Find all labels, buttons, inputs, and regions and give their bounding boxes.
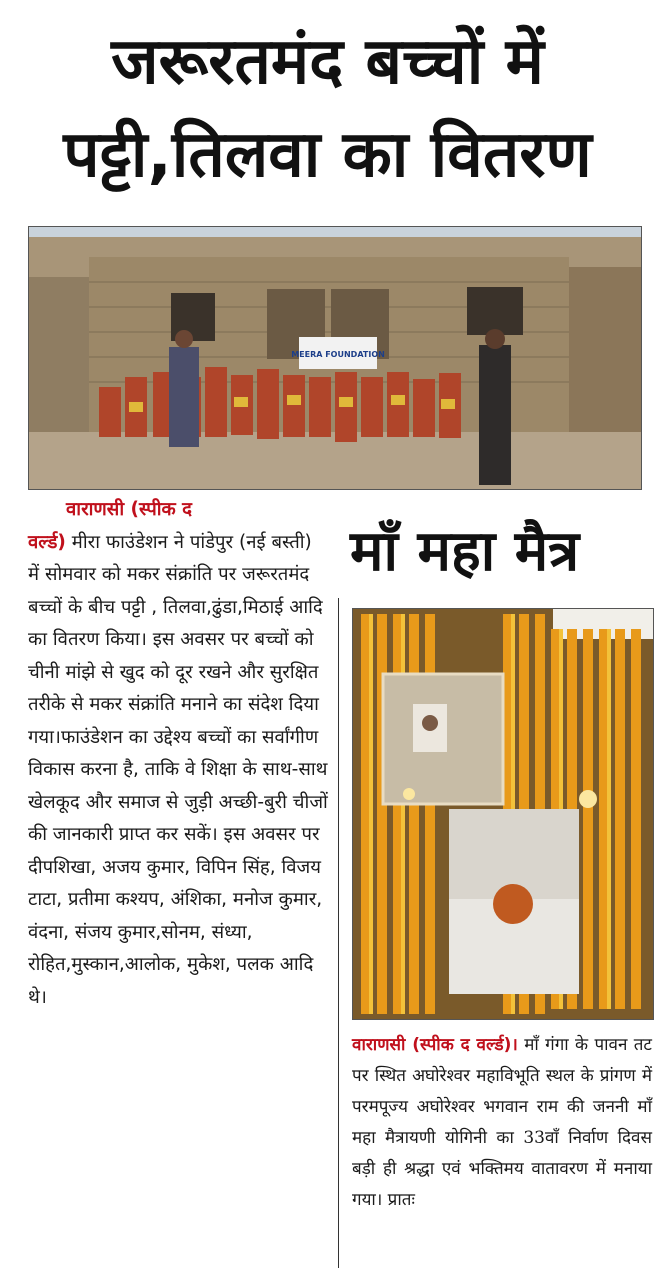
article-2-headline: माँ महा मैत्र [350, 519, 580, 584]
article-1-dateline-part-2: वर्ल्ड) [28, 531, 66, 553]
article-2-body [352, 1030, 652, 1216]
headline-line-2: पट्टी,तिलवा का वितरण [63, 118, 592, 192]
shrine-photo [352, 608, 654, 1020]
article-2-dateline: वाराणसी (स्पीक द वर्ल्ड)। [352, 1035, 518, 1055]
distribution-photo [28, 226, 642, 490]
article-1-dateline-part-1: वाराणसी (स्पीक द [66, 499, 192, 520]
article-2-body-text: माँ गंगा के पावन तट पर स्थित अघोरेश्वर महाविभूति स्थल के प्रांगण में परमपूज्य अघोरेश्वर भगवान राम की जननी माँ महा मैत्रायणी योगिनी का 33वाँ निर्वाण दिवस बड़ी ही श्रद्धा एवं भक्तिमय वातावरण में मनाया गया। प्रातः [352, 1035, 653, 1210]
article-1-body-text: मीरा फाउंडेशन ने पांडेपुर (नई बस्ती) में सोमवार को मकर संक्रांति पर जरूरतमंद बच्चों के बीच पट्टी , तिलवा,ढुंडा,मिठाई आदि का वितरण किया। इस अवसर पर बच्चों को चीनी मांझे से खुद को दूर रखने और सुरक्षित तरीके से मकर संक्रांति मनाने का संदेश दिया गया।फाउंडेशन का उद्देश्य बच्चों का सर्वांगीण विकास करना है, ताकि वे शिक्षा के साथ-साथ खेलकूद और समाज से जुड़ी अच्छी-बुरी चीजों की जानकारी प्राप्त कर सकें। इस अवसर पर दीपशिखा, अजय कुमार, विपिन सिंह, विजय टाटा, प्रतीमा कश्यप, अंशिका, मनोज कुमार, वंदना, संजय कुमार,सोनम, संध्या, रोहित,मुस्कान,आलोक, मुकेश, पलक आदि थे। [28, 531, 328, 1008]
article-1-body [28, 494, 328, 1014]
column-divider [338, 598, 339, 1268]
headline-line-1: जरूरतमंद बच्चों में [111, 25, 544, 99]
banner-text: MEERA FOUNDATION [291, 350, 385, 359]
